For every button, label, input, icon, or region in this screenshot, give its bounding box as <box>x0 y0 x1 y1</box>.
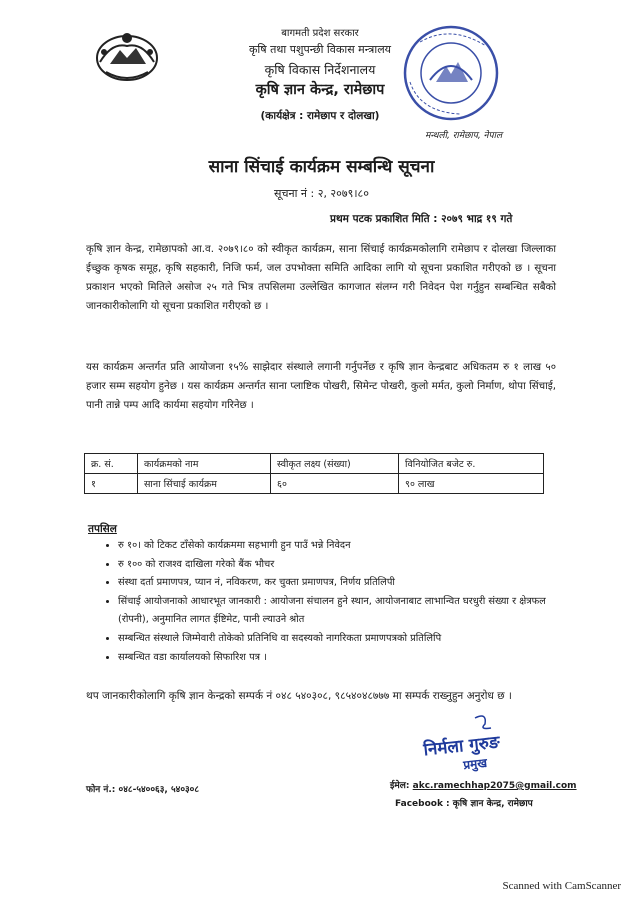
office-location: मन्थली, रामेछाप, नेपाल <box>425 131 503 141</box>
program-table <box>84 453 544 494</box>
handwritten-signature-icon <box>415 712 545 772</box>
header-workarea: (कार्यक्षेत्र : रामेछाप र दोलखा) <box>260 110 380 122</box>
header-office: कृषि ज्ञान केन्द्र, रामेछाप <box>255 82 385 98</box>
publish-date: प्रथम पटक प्रकाशित मिति : २०७९ भाद्र १९ गते <box>330 213 513 225</box>
table-cell: साना सिंचाई कार्यक्रम <box>138 474 271 494</box>
tapasil-heading: तपसिल <box>88 523 117 535</box>
table-header-cell: कार्यक्रमको नाम <box>138 454 271 474</box>
email-line <box>390 778 577 791</box>
contact-request: थप जानकारीकोलागि कृषि ज्ञान केन्द्रको सम्पर्क नं ०४८ ५४०३०८, ९८५४०४८७७७ मा सम्पर्क राख्नुहुन अनुरोध छ । <box>86 690 512 702</box>
tapasil-list <box>98 537 578 667</box>
phone-number: फोन नं.: ०४८-५४००६३, ५४०३०८ <box>86 785 200 795</box>
notice-title: साना सिंचाई कार्यक्रम सम्बन्धि सूचना <box>208 157 435 177</box>
list-item: • सम्बन्धित वडा कार्यालयको सिफारिश पत्र । <box>118 649 578 668</box>
table-header-row <box>85 454 544 474</box>
facebook-line: Facebook : कृषि ज्ञान केन्द्र, रामेछाप <box>395 799 533 809</box>
scanner-watermark: Scanned with CamScanner <box>502 880 621 892</box>
table-header-cell: स्वीकृत लक्ष्य (संख्या) <box>271 454 399 474</box>
list-item: • सम्बन्धित संस्थाले जिम्मेवारी तोकेको प्रतिनिधि वा सदस्यको नागरिकता प्रमाणपत्रको प्रतिलिपि <box>118 630 578 649</box>
nepal-emblem-icon <box>92 26 162 84</box>
header-ministry: कृषि तथा पशुपन्छी विकास मन्त्रालय <box>248 43 392 56</box>
list-item: • रु १०। को टिकट टाँसेको कार्यक्रममा सहभागी हुन पाउँ भन्ने निवेदन <box>118 537 578 556</box>
list-item: • सिंचाई आयोजनाको आधारभूत जानकारी : आयोजना संचालन हुने स्थान, आयोजनाबाट लाभान्वित घरधुरी संख्या र क्षेत्रफल (रोपनी), अनुमानित लागत ईष्टिमेट, पानी ल्याउने श्रोत <box>118 593 578 630</box>
paragraph-support: यस कार्यक्रम अन्तर्गत प्रति आयोजना १५% साझेदार संस्थाले लगानी गर्नुपर्नेछ र कृषि ज्ञान केन्द्रबाट अधिकतम रु १ लाख ५० हजार सम्म सहयोग हुनेछ । यस कार्यक्रम अन्तर्गत साना प्लाष्टिक पोखरी, सिमेन्ट पोखरी, कुलो मर्मत, कुलो निर्माण, थोपा सिंचाई, पानी तान्ने पम्प आदि कार्यमा सहयोग गरिनेछ । <box>86 362 556 411</box>
signature-role: प्रमुख <box>462 755 488 772</box>
list-item: • संस्था दर्ता प्रमाणपत्र, प्यान नं, नविकरण, कर चुक्ता प्रमाणपत्र, निर्णय प्रतिलिपी <box>118 574 578 593</box>
table-cell: १ <box>85 474 138 494</box>
header-province: बागमती प्रदेश सरकार <box>281 28 359 39</box>
notice-number: सूचना नं : २, २०७९।८० <box>274 187 369 200</box>
table-cell: ९० लाख <box>399 474 544 494</box>
table-header-cell: क्र. सं. <box>85 454 138 474</box>
table-header-cell: विनियोजित बजेट रु. <box>399 454 544 474</box>
email-label: ईमेल: <box>390 781 410 791</box>
signature-name: निर्मला गुरुङ <box>422 732 501 761</box>
paragraph-intro: कृषि ज्ञान केन्द्र, रामेछापको आ.व. २०७९।८० को स्वीकृत कार्यक्रम, साना सिंचाई कार्यक्रमकोलागि रामेछाप र दोलखा जिल्लाका ईच्छुक कृषक समूह, कृषि सहकारी, निजि फर्म, जल उपभोक्ता समिति आदिका लागि यो सूचना प्रकाशित गरीएको छ । सूचना प्रकाशन भएको मितिले असोज २५ गते भित्र तपसिलमा उल्लेखित कागजात संलग्न गरी निवेदन पेश गर्नुहुन सम्बन्धित सबैको जानकारीकोलागि यो सूचना प्रकाशित गरीएको छ । <box>86 244 556 312</box>
list-item: • रु १०० को राजश्व दाखिला गरेको बैंक भौचर <box>118 556 578 575</box>
table-row <box>85 474 544 494</box>
header-directorate: कृषि विकास निर्देशनालय <box>264 62 376 77</box>
email-link[interactable]: akc.ramechhap2075@gmail.com <box>412 781 577 791</box>
table-cell: ६० <box>271 474 399 494</box>
